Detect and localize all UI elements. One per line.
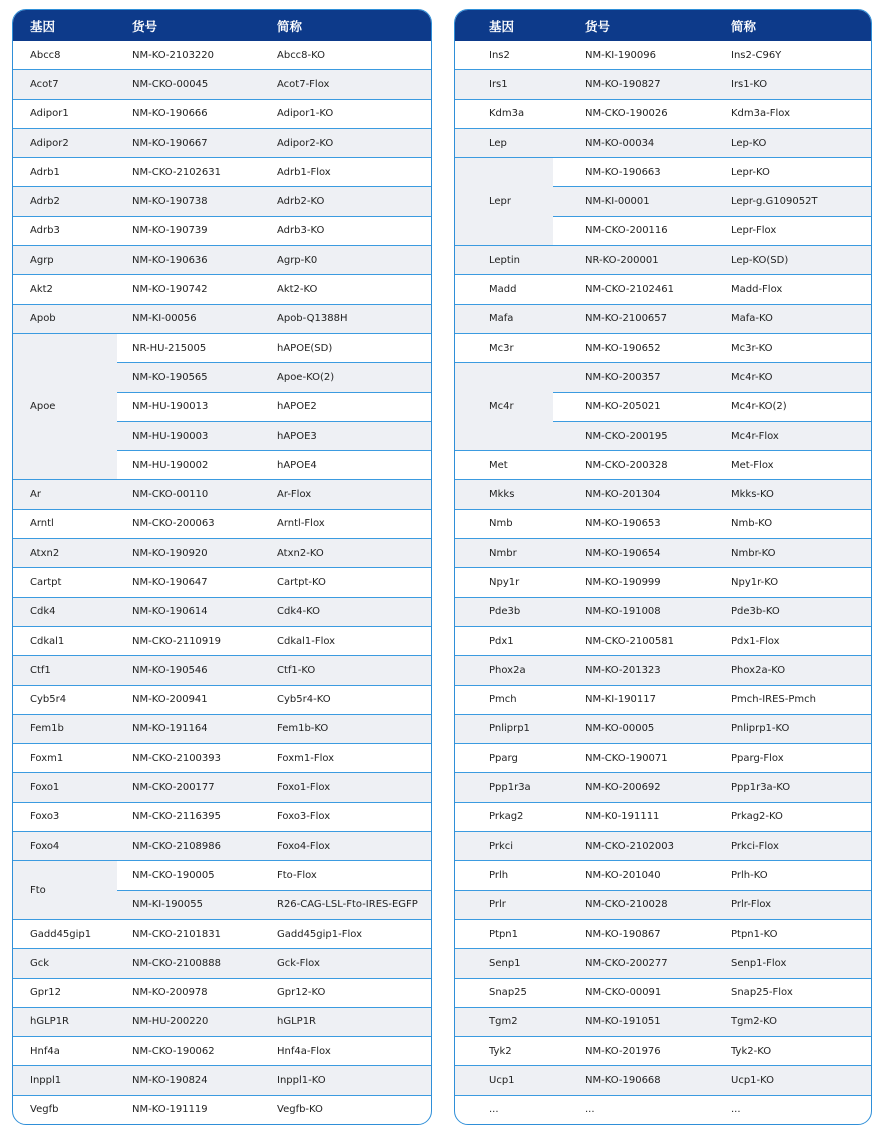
cell-short-name: Madd-Flox xyxy=(700,275,871,304)
table-row xyxy=(13,187,431,216)
cell-gene: Cartpt xyxy=(13,568,117,597)
cell-gene: ... xyxy=(455,1095,553,1124)
cell-product-id: NM-KO-190827 xyxy=(553,70,700,99)
cell-short-name: Foxo3-Flox xyxy=(265,802,431,831)
cell-product-id: NM-HU-190013 xyxy=(117,392,265,421)
cell-product-id: NM-CKO-2102461 xyxy=(553,275,700,304)
table-row xyxy=(455,744,871,773)
cell-product-id: NM-CKO-200277 xyxy=(553,949,700,978)
table-row xyxy=(13,832,431,861)
cell-product-id: NM-KO-190668 xyxy=(553,1066,700,1095)
cell-gene: Abcc8 xyxy=(30,49,61,61)
cell-short-name: Pdx1-Flox xyxy=(700,626,871,655)
table-row xyxy=(13,568,431,597)
table-row xyxy=(13,978,431,1007)
cell-short-name: Gck-Flox xyxy=(265,949,431,978)
cell-product-id: NM-K0-191111 xyxy=(553,802,700,831)
table-row xyxy=(13,480,431,509)
cell-short-name: Foxo1-Flox xyxy=(265,773,431,802)
table-row xyxy=(455,99,871,128)
cell-short-name: Lep-KO(SD) xyxy=(700,246,871,275)
gene-table-left xyxy=(13,10,431,1124)
cell-gene: Pmch xyxy=(455,685,553,714)
cell-short-name: Gadd45gip1-Flox xyxy=(265,919,431,948)
cell-product-id: NM-KI-190055 xyxy=(117,890,265,919)
cell-product-id: NM-KO-190667 xyxy=(117,128,265,157)
cell-product-id: NM-CKO-200116 xyxy=(553,216,700,245)
cell-short-name: Prkci-Flox xyxy=(700,832,871,861)
cell-product-id: NM-KO-2103220 xyxy=(132,49,215,61)
cell-gene: Pde3b xyxy=(455,597,553,626)
table-row xyxy=(13,861,431,890)
cell-gene: Ins2 xyxy=(489,49,510,61)
cell-product-id: NM-CKO-2101831 xyxy=(117,919,265,948)
cell-short-name: Inppl1-KO xyxy=(265,1066,431,1095)
cell-gene: Atxn2 xyxy=(13,539,117,568)
cell-product-id: NM-CKO-200328 xyxy=(553,451,700,480)
cell-short-name: Adrb3-KO xyxy=(265,216,431,245)
cell-product-id: NM-KO-190742 xyxy=(117,275,265,304)
table-row xyxy=(455,1066,871,1095)
cell-gene: Arntl xyxy=(13,509,117,538)
cell-short-name: Adrb1-Flox xyxy=(265,158,431,187)
cell-product-id: NM-CKO-2100393 xyxy=(117,744,265,773)
cell-short-name: Adipor2-KO xyxy=(265,128,431,157)
cell-product-id: NM-KO-190636 xyxy=(117,246,265,275)
cell-short-name: Apob-Q1388H xyxy=(265,304,431,333)
table-row xyxy=(13,773,431,802)
table-row xyxy=(13,656,431,685)
cell-product-id: NM-KO-190546 xyxy=(117,656,265,685)
left-table-panel xyxy=(12,9,432,1125)
cell-short-name: Nmb-KO xyxy=(700,509,871,538)
table-row xyxy=(455,1037,871,1066)
cell-gene: Hnf4a xyxy=(13,1037,117,1066)
table-row xyxy=(455,304,871,333)
gene-table-right xyxy=(455,10,871,1124)
cell-product-id: NM-CKO-2108986 xyxy=(117,832,265,861)
cell-gene: Snap25 xyxy=(455,978,553,1007)
cell-gene: Nmbr xyxy=(455,539,553,568)
cell-short-name: Foxm1-Flox xyxy=(265,744,431,773)
cell-short-name: Pde3b-KO xyxy=(700,597,871,626)
cell-product-id: NM-CKO-2100888 xyxy=(117,949,265,978)
table-row xyxy=(455,539,871,568)
cell-gene: Prkci xyxy=(455,832,553,861)
table-header-row xyxy=(455,10,871,41)
cell-product-id: NM-KO-190614 xyxy=(117,597,265,626)
cell-gene: Cdkal1 xyxy=(13,626,117,655)
cell-gene: Foxm1 xyxy=(13,744,117,773)
cell-gene: Madd xyxy=(455,275,553,304)
cell-short-name: ... xyxy=(700,1095,871,1124)
cell-gene: Adrb2 xyxy=(13,187,117,216)
cell-short-name: Lepr-Flox xyxy=(700,216,871,245)
cell-product-id: NM-CKO-00110 xyxy=(117,480,265,509)
cell-product-id: NM-KO-00034 xyxy=(553,128,700,157)
table-row xyxy=(13,949,431,978)
cell-short-name: Pparg-Flox xyxy=(700,744,871,773)
cell-product-id: NM-KO-190738 xyxy=(117,187,265,216)
table-row xyxy=(13,509,431,538)
cell-gene: Apob xyxy=(13,304,117,333)
cell-product-id: NM-KO-200941 xyxy=(117,685,265,714)
cell-short-name: Kdm3a-Flox xyxy=(700,99,871,128)
cell-gene: Ptpn1 xyxy=(455,919,553,948)
cell-gene: Adipor1 xyxy=(13,99,117,128)
cell-short-name: hAPOE2 xyxy=(265,392,431,421)
cell-short-name: Abcc8-KO xyxy=(277,49,326,61)
table-row xyxy=(13,41,431,70)
cell-product-id: NM-KO-190647 xyxy=(117,568,265,597)
cell-product-id: NM-KI-00056 xyxy=(117,304,265,333)
table-row xyxy=(455,246,871,275)
header-product: 货号 xyxy=(553,10,700,41)
table-body-left xyxy=(13,41,431,1124)
cell-product-id: NM-CKO-190071 xyxy=(553,744,700,773)
cell-product-id: NM-KO-00005 xyxy=(553,714,700,743)
cell-product-id: NM-KO-190999 xyxy=(553,568,700,597)
cell-product-id: NM-CKO-2110919 xyxy=(117,626,265,655)
cell-gene: Ctf1 xyxy=(13,656,117,685)
cell-product-id: ... xyxy=(553,1095,700,1124)
cell-short-name: Mafa-KO xyxy=(700,304,871,333)
cell-product-id: NM-KO-190565 xyxy=(117,363,265,392)
table-row xyxy=(455,70,871,99)
cell-gene: Leptin xyxy=(455,246,553,275)
table-row xyxy=(455,1095,871,1124)
cell-product-id: NM-CKO-00091 xyxy=(553,978,700,1007)
cell-gene: Apoe xyxy=(13,333,117,479)
table-row xyxy=(455,333,871,362)
cell-short-name: Prkag2-KO xyxy=(700,802,871,831)
cell-short-name: Fem1b-KO xyxy=(265,714,431,743)
cell-gene: Nmb xyxy=(455,509,553,538)
cell-gene: Prlh xyxy=(455,861,553,890)
cell-gene: Foxo4 xyxy=(13,832,117,861)
cell-gene: Lepr xyxy=(455,158,553,246)
cell-gene: Pnliprp1 xyxy=(455,714,553,743)
cell-gene: Foxo1 xyxy=(13,773,117,802)
cell-gene: Irs1 xyxy=(455,70,553,99)
table-row xyxy=(13,1007,431,1036)
table-row xyxy=(455,832,871,861)
cell-gene: Vegfb xyxy=(13,1095,117,1124)
cell-product-id: NM-CKO-00045 xyxy=(117,70,265,99)
cell-short-name: Tyk2-KO xyxy=(700,1037,871,1066)
cell-short-name: Tgm2-KO xyxy=(700,1007,871,1036)
cell-short-name: Npy1r-KO xyxy=(700,568,871,597)
table-row xyxy=(455,890,871,919)
cell-short-name: Prlh-KO xyxy=(700,861,871,890)
cell-product-id: NM-KO-190663 xyxy=(553,158,700,187)
table-row xyxy=(455,1007,871,1036)
table-row xyxy=(455,626,871,655)
cell-gene: Acot7 xyxy=(13,70,117,99)
cell-gene: Lep xyxy=(455,128,553,157)
cell-short-name: Mkks-KO xyxy=(700,480,871,509)
cell-short-name: hAPOE(SD) xyxy=(265,333,431,362)
cell-short-name: Ins2-C96Y xyxy=(731,49,782,61)
cell-short-name: Prlr-Flox xyxy=(700,890,871,919)
cell-product-id: NM-CKO-200063 xyxy=(117,509,265,538)
cell-gene: Gck xyxy=(13,949,117,978)
cell-short-name: Adrb2-KO xyxy=(265,187,431,216)
cell-gene: Mc3r xyxy=(455,333,553,362)
table-row xyxy=(455,861,871,890)
table-row xyxy=(13,304,431,333)
cell-product-id: NM-HU-200220 xyxy=(117,1007,265,1036)
cell-short-name: Ucp1-KO xyxy=(700,1066,871,1095)
table-row xyxy=(13,919,431,948)
table-row xyxy=(455,656,871,685)
cell-product-id: NM-CKO-210028 xyxy=(553,890,700,919)
cell-gene: Gadd45gip1 xyxy=(13,919,117,948)
cell-product-id: NM-HU-190002 xyxy=(117,451,265,480)
cell-gene: Pparg xyxy=(455,744,553,773)
cell-product-id: NM-KO-190867 xyxy=(553,919,700,948)
cell-product-id: NM-KI-190096 xyxy=(585,49,657,61)
table-row xyxy=(13,626,431,655)
cell-short-name: Akt2-KO xyxy=(265,275,431,304)
cell-gene: Prlr xyxy=(455,890,553,919)
cell-product-id: NM-CKO-190005 xyxy=(117,861,265,890)
cell-product-id: NM-CKO-2116395 xyxy=(117,802,265,831)
cell-product-id: NM-KI-190117 xyxy=(553,685,700,714)
table-row xyxy=(13,99,431,128)
cell-gene: Agrp xyxy=(13,246,117,275)
cell-product-id: NM-CKO-200177 xyxy=(117,773,265,802)
cell-gene: Fem1b xyxy=(13,714,117,743)
table-row xyxy=(13,802,431,831)
cell-short-name: Apoe-KO(2) xyxy=(265,363,431,392)
table-row xyxy=(455,802,871,831)
cell-short-name: Cyb5r4-KO xyxy=(265,685,431,714)
cell-short-name: Nmbr-KO xyxy=(700,539,871,568)
table-row xyxy=(13,216,431,245)
cell-product-id: NM-KO-191051 xyxy=(553,1007,700,1036)
table-row xyxy=(13,685,431,714)
cell-short-name: Hnf4a-Flox xyxy=(265,1037,431,1066)
cell-short-name: Cdkal1-Flox xyxy=(265,626,431,655)
table-row xyxy=(455,949,871,978)
cell-product-id: NM-KO-191119 xyxy=(117,1095,265,1124)
cell-gene: Fto xyxy=(13,861,117,920)
cell-product-id: NM-KO-200357 xyxy=(553,363,700,392)
table-row xyxy=(13,744,431,773)
cell-product-id: NM-KO-190666 xyxy=(117,99,265,128)
cell-product-id: NM-CKO-190062 xyxy=(117,1037,265,1066)
cell-gene: Mafa xyxy=(455,304,553,333)
cell-product-id: NM-KO-190824 xyxy=(117,1066,265,1095)
cell-short-name: hGLP1R xyxy=(265,1007,431,1036)
table-row xyxy=(455,685,871,714)
cell-short-name: Agrp-K0 xyxy=(265,246,431,275)
cell-short-name: Lepr-g.G109052T xyxy=(700,187,871,216)
header-product: 货号 xyxy=(117,10,265,41)
cell-short-name: Mc4r-KO xyxy=(700,363,871,392)
table-row xyxy=(455,128,871,157)
cell-gene: Tgm2 xyxy=(455,1007,553,1036)
table-row xyxy=(13,246,431,275)
cell-product-id: NM-HU-190003 xyxy=(117,421,265,450)
table-row xyxy=(13,70,431,99)
cell-short-name: Phox2a-KO xyxy=(700,656,871,685)
cell-short-name: Adipor1-KO xyxy=(265,99,431,128)
header-name: 简称 xyxy=(265,10,431,41)
cell-short-name: Atxn2-KO xyxy=(265,539,431,568)
cell-gene: Phox2a xyxy=(455,656,553,685)
cell-product-id: NR-KO-200001 xyxy=(553,246,700,275)
cell-short-name: Mc4r-Flox xyxy=(700,421,871,450)
table-row xyxy=(13,597,431,626)
cell-short-name: Arntl-Flox xyxy=(265,509,431,538)
table-row xyxy=(455,568,871,597)
cell-product-id: NM-KO-200978 xyxy=(117,978,265,1007)
table-row xyxy=(455,275,871,304)
cell-short-name: Ppp1r3a-KO xyxy=(700,773,871,802)
cell-short-name: hAPOE3 xyxy=(265,421,431,450)
cell-product-id: NM-KO-190652 xyxy=(553,333,700,362)
table-row xyxy=(13,1095,431,1124)
table-row xyxy=(13,128,431,157)
cell-product-id: NM-CKO-2100581 xyxy=(553,626,700,655)
table-row xyxy=(455,714,871,743)
table-row xyxy=(455,978,871,1007)
cell-gene: Pdx1 xyxy=(455,626,553,655)
cell-product-id: NM-KO-201304 xyxy=(553,480,700,509)
cell-short-name: Lep-KO xyxy=(700,128,871,157)
cell-short-name: Senp1-Flox xyxy=(700,949,871,978)
cell-short-name: Ctf1-KO xyxy=(265,656,431,685)
cell-short-name: Pmch-IRES-Pmch xyxy=(700,685,871,714)
cell-short-name: Lepr-KO xyxy=(700,158,871,187)
cell-product-id: NR-HU-215005 xyxy=(117,333,265,362)
cell-product-id: NM-KO-205021 xyxy=(553,392,700,421)
cell-product-id: NM-KO-191008 xyxy=(553,597,700,626)
table-row xyxy=(455,480,871,509)
cell-short-name: Fto-Flox xyxy=(265,861,431,890)
cell-short-name: Acot7-Flox xyxy=(265,70,431,99)
cell-gene: Tyk2 xyxy=(455,1037,553,1066)
table-body-right xyxy=(455,41,871,1124)
table-row xyxy=(13,539,431,568)
cell-product-id: NM-CKO-190026 xyxy=(553,99,700,128)
cell-gene: Ucp1 xyxy=(455,1066,553,1095)
right-table-panel xyxy=(454,9,872,1125)
cell-product-id: NM-CKO-2102003 xyxy=(553,832,700,861)
cell-short-name: Mc3r-KO xyxy=(700,333,871,362)
cell-gene: Mc4r xyxy=(455,363,553,451)
table-row xyxy=(13,275,431,304)
cell-short-name: Vegfb-KO xyxy=(265,1095,431,1124)
cell-gene: Mkks xyxy=(455,480,553,509)
table-row xyxy=(455,41,871,70)
cell-product-id: NM-KO-190920 xyxy=(117,539,265,568)
cell-product-id: NM-KO-201040 xyxy=(553,861,700,890)
cell-gene: hGLP1R xyxy=(13,1007,117,1036)
cell-short-name: Pnliprp1-KO xyxy=(700,714,871,743)
cell-product-id: NM-KO-2100657 xyxy=(553,304,700,333)
cell-short-name: Mc4r-KO(2) xyxy=(700,392,871,421)
cell-gene: Akt2 xyxy=(13,275,117,304)
table-row xyxy=(13,333,431,362)
table-row xyxy=(13,158,431,187)
cell-gene: Adrb1 xyxy=(13,158,117,187)
table-row xyxy=(455,158,871,187)
cell-short-name: Ar-Flox xyxy=(265,480,431,509)
cell-short-name: Gpr12-KO xyxy=(265,978,431,1007)
table-header-row xyxy=(13,10,431,41)
header-gene: 基因 xyxy=(13,10,117,41)
cell-product-id: NM-KO-201976 xyxy=(553,1037,700,1066)
table-row xyxy=(455,509,871,538)
cell-gene: Ppp1r3a xyxy=(455,773,553,802)
cell-product-id: NM-KO-200692 xyxy=(553,773,700,802)
table-row xyxy=(455,919,871,948)
cell-gene: Adrb3 xyxy=(13,216,117,245)
cell-product-id: NM-KO-190654 xyxy=(553,539,700,568)
header-name: 简称 xyxy=(700,10,871,41)
cell-gene: Senp1 xyxy=(455,949,553,978)
table-row xyxy=(455,363,871,392)
cell-gene: Foxo3 xyxy=(13,802,117,831)
cell-gene: Ar xyxy=(13,480,117,509)
table-row xyxy=(455,451,871,480)
table-row xyxy=(13,1037,431,1066)
cell-gene: Gpr12 xyxy=(13,978,117,1007)
cell-product-id: NM-KO-190739 xyxy=(117,216,265,245)
cell-product-id: NM-KO-201323 xyxy=(553,656,700,685)
table-row xyxy=(455,773,871,802)
cell-short-name: R26-CAG-LSL-Fto-IRES-EGFP xyxy=(265,890,431,919)
cell-short-name: Irs1-KO xyxy=(700,70,871,99)
cell-short-name: Cdk4-KO xyxy=(265,597,431,626)
cell-gene: Adipor2 xyxy=(13,128,117,157)
cell-short-name: Met-Flox xyxy=(700,451,871,480)
cell-product-id: NM-KO-191164 xyxy=(117,714,265,743)
cell-short-name: Ptpn1-KO xyxy=(700,919,871,948)
cell-product-id: NM-CKO-2102631 xyxy=(117,158,265,187)
cell-product-id: NM-KI-00001 xyxy=(553,187,700,216)
cell-gene: Cdk4 xyxy=(13,597,117,626)
cell-short-name: Cartpt-KO xyxy=(265,568,431,597)
cell-gene: Kdm3a xyxy=(455,99,553,128)
cell-product-id: NM-CKO-200195 xyxy=(553,421,700,450)
cell-gene: Npy1r xyxy=(455,568,553,597)
cell-gene: Inppl1 xyxy=(13,1066,117,1095)
header-gene: 基因 xyxy=(455,10,553,41)
cell-gene: Met xyxy=(455,451,553,480)
cell-short-name: Foxo4-Flox xyxy=(265,832,431,861)
table-row xyxy=(13,1066,431,1095)
cell-short-name: hAPOE4 xyxy=(265,451,431,480)
cell-short-name: Snap25-Flox xyxy=(700,978,871,1007)
table-row xyxy=(13,714,431,743)
cell-gene: Prkag2 xyxy=(455,802,553,831)
table-row xyxy=(455,597,871,626)
cell-gene: Cyb5r4 xyxy=(13,685,117,714)
cell-product-id: NM-KO-190653 xyxy=(553,509,700,538)
